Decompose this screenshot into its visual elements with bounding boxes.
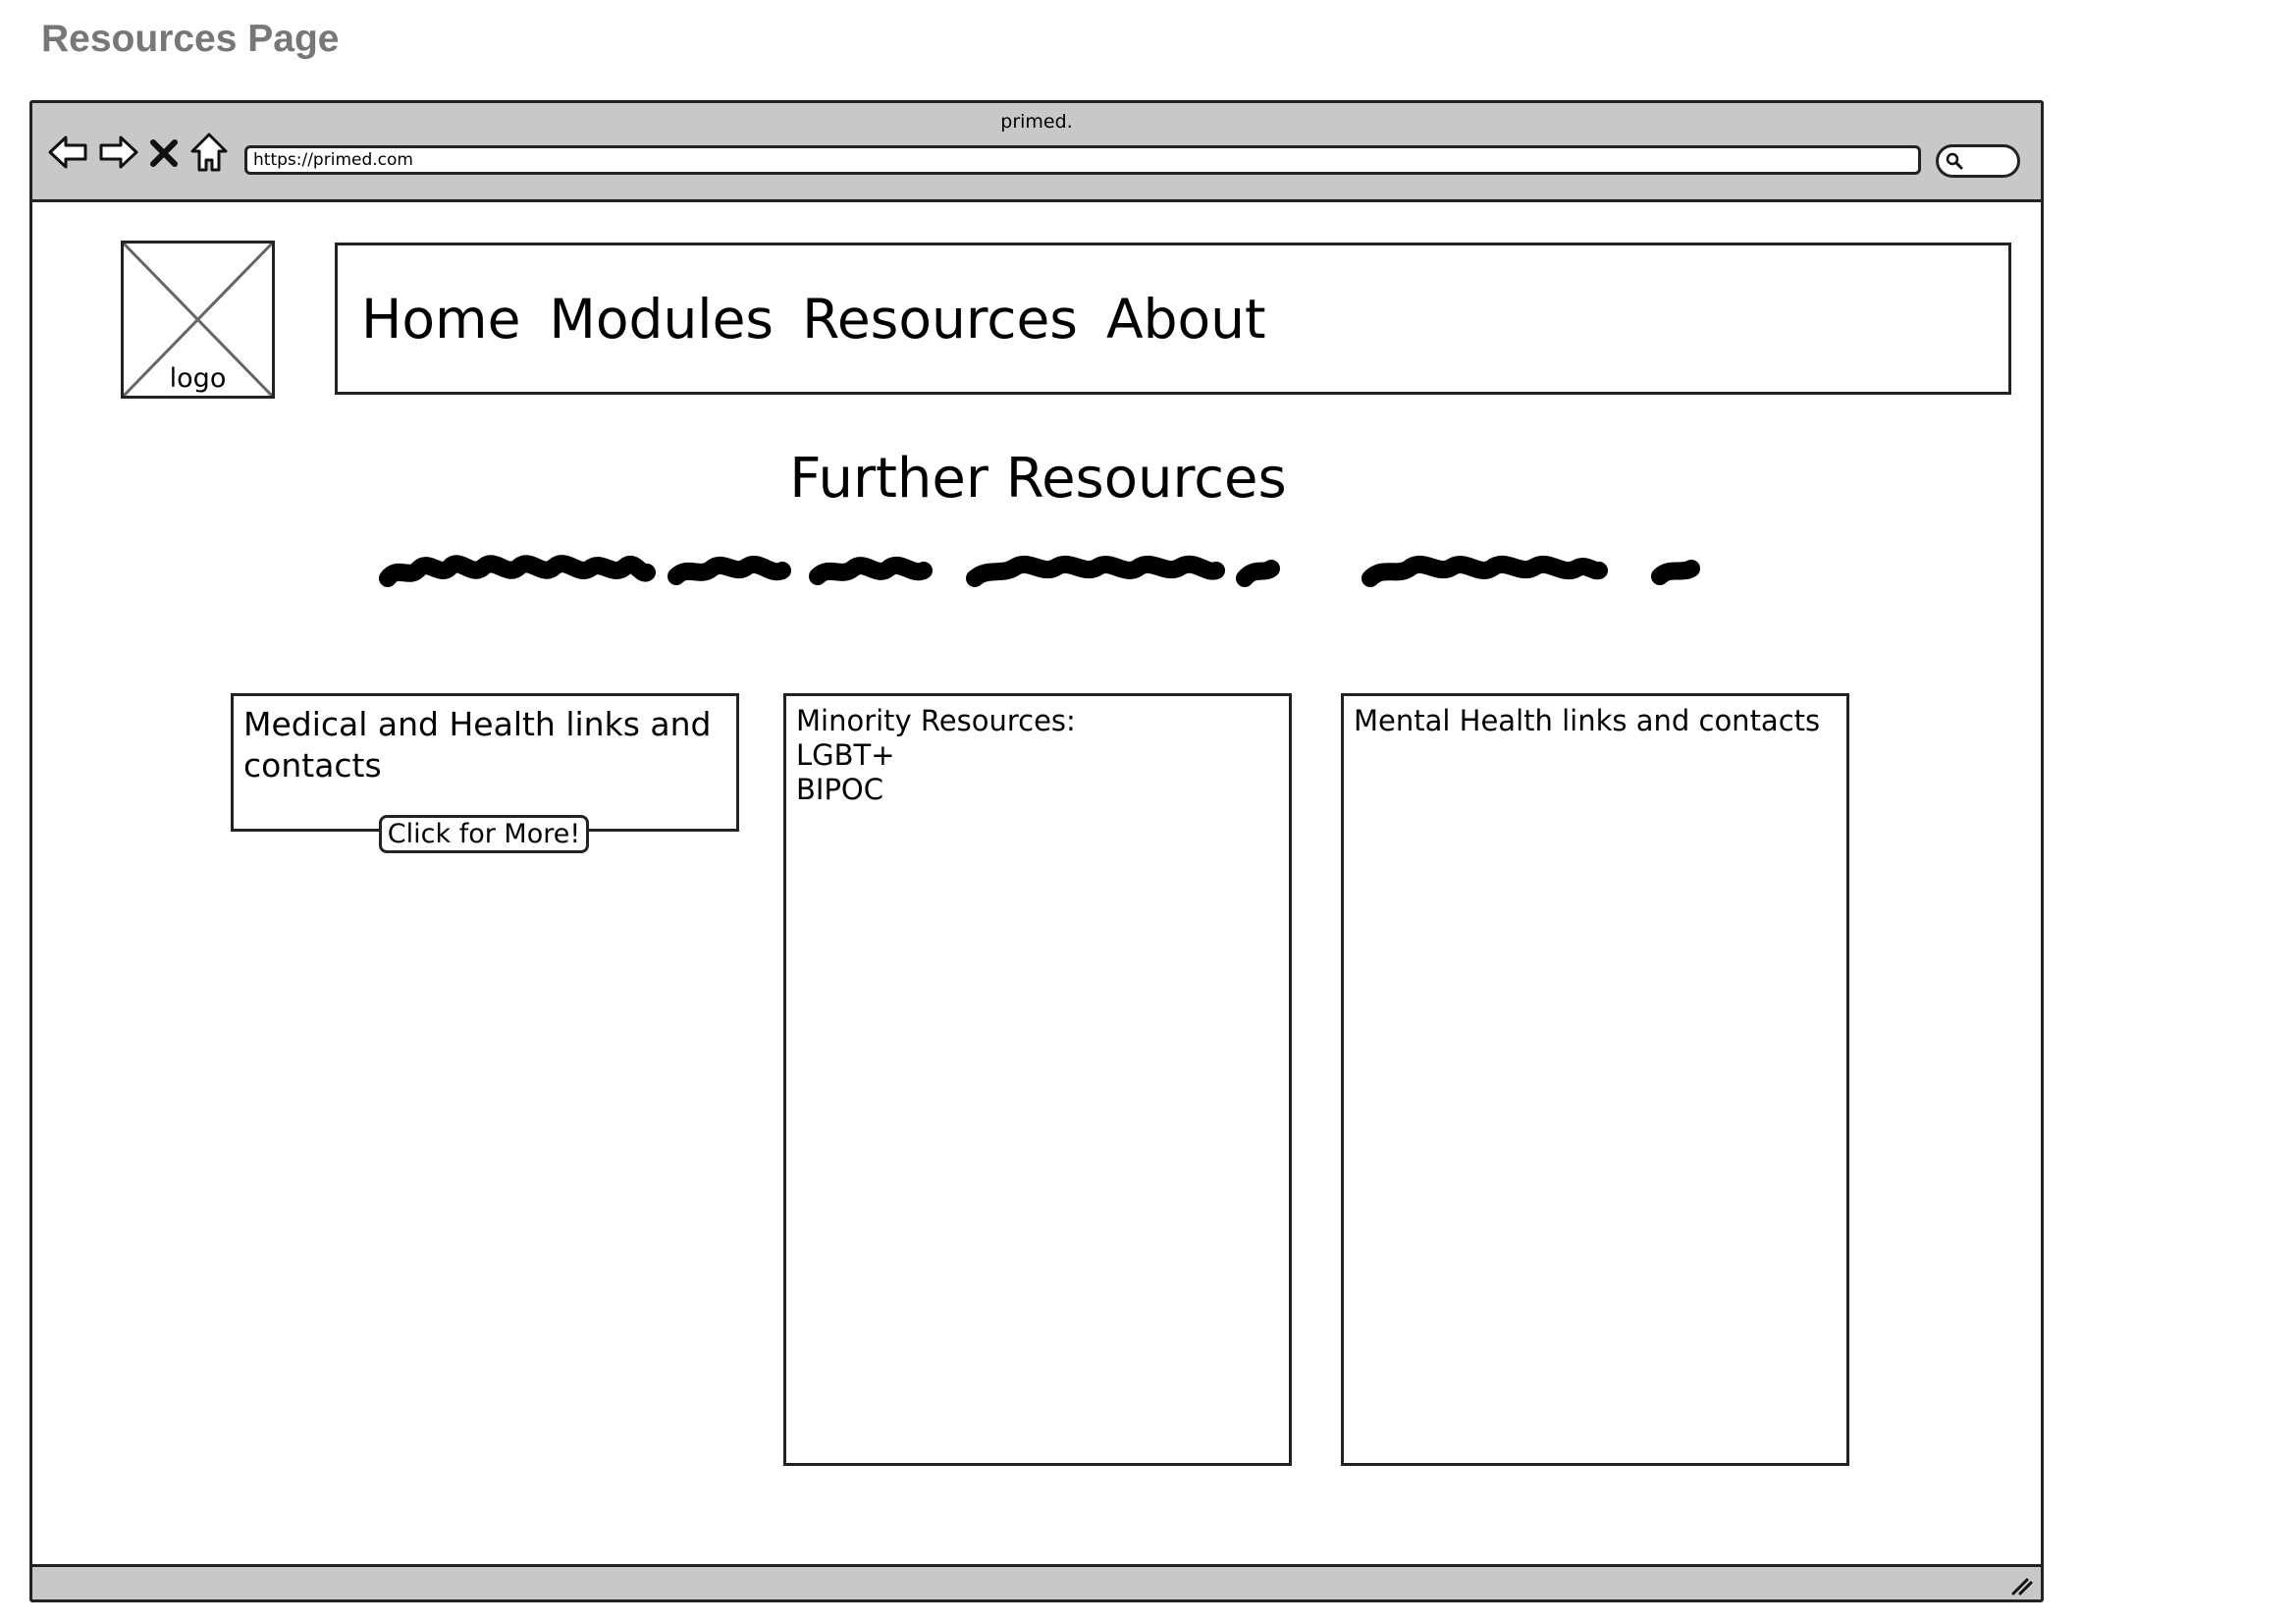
status-bar xyxy=(32,1564,2041,1599)
nav-link-home[interactable]: Home xyxy=(361,287,521,351)
close-icon[interactable] xyxy=(146,131,182,174)
section-heading: Further Resources xyxy=(789,447,1287,511)
mental-health-card xyxy=(1341,693,1849,1466)
placeholder-text-scribble xyxy=(376,543,1706,602)
search-icon xyxy=(1945,151,1964,171)
logo-label: logo xyxy=(169,363,227,394)
logo-placeholder[interactable] xyxy=(121,241,275,399)
resize-grip-icon[interactable] xyxy=(2009,1574,2033,1596)
nav-link-resources[interactable]: Resources xyxy=(802,287,1078,351)
main-navigation xyxy=(335,243,2011,395)
window-title: primed. xyxy=(1000,111,1073,133)
home-icon[interactable] xyxy=(187,131,231,174)
browser-toolbar xyxy=(32,103,2041,202)
card-title: Minority Resources: xyxy=(796,704,1076,737)
arrow-right-icon[interactable] xyxy=(97,131,140,174)
minority-resources-card xyxy=(783,693,1292,1466)
browser-window xyxy=(29,100,2044,1602)
nav-link-modules[interactable]: Modules xyxy=(549,287,774,351)
click-for-more-button[interactable]: Click for More! xyxy=(379,815,589,853)
list-item-lgbt[interactable]: LGBT+ xyxy=(796,738,895,772)
medical-health-card xyxy=(231,693,739,832)
page-title: Resources Page xyxy=(41,18,340,60)
search-button[interactable] xyxy=(1936,144,2020,178)
address-bar[interactable]: https://primed.com xyxy=(244,145,1921,175)
list-item-bipoc[interactable]: BIPOC xyxy=(796,773,884,806)
card-title: Medical and Health links and contacts xyxy=(243,705,712,785)
nav-link-about[interactable]: About xyxy=(1105,287,1266,351)
card-title: Mental Health links and contacts xyxy=(1354,704,1821,737)
arrow-left-icon[interactable] xyxy=(46,131,89,174)
